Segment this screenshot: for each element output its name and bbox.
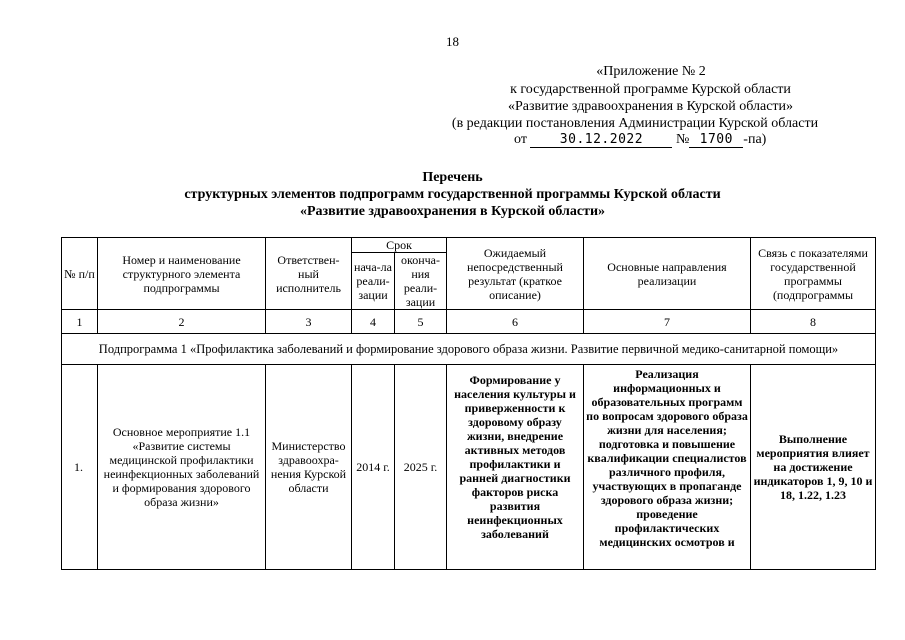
header-num: № п/п: [62, 238, 98, 310]
row-name: Основное мероприятие 1.1 «Развитие системы медицинской профилактики неинфекционных заболеваний и формирования здорового образа жизни»: [98, 365, 266, 570]
col-number: 1: [62, 310, 98, 334]
from-label: от: [514, 132, 527, 147]
col-number: 5: [395, 310, 447, 334]
appendix-line-2: к государственной программе Курской области: [510, 82, 791, 97]
header-executor: Ответствен-ный исполнитель: [266, 238, 352, 310]
col-number: 6: [447, 310, 584, 334]
row-num: 1.: [62, 365, 98, 570]
header-term: Срок: [352, 238, 447, 253]
col-number: 8: [751, 310, 876, 334]
header-result: Ожидаемый непосредственный результат (краткое описание): [447, 238, 584, 310]
row-executor: Министерство здравоохра-нения Курской области: [266, 365, 352, 570]
appendix-line-1: «Приложение № 2: [596, 64, 706, 79]
header-link: Связь с показателями государственной программы (подпрограммы: [751, 238, 876, 310]
subprogram-heading: Подпрограмма 1 «Профилактика заболеваний и формирование здорового образа жизни. Развитие первичной медико-санитарной помощи»: [62, 334, 876, 365]
number-label: №: [675, 132, 690, 147]
column-numbers-row: [62, 310, 876, 334]
document-number: 1700: [689, 132, 743, 148]
appendix-line-4: (в редакции постановления Администрации Курской области: [451, 116, 819, 131]
row-directions: Реализация информационных и образовательных программ по вопросам здорового образа жизни для населения; подготовка и повышение квалификации специалистов различного профиля, участвующих в пропаганде здорового образа жизни; проведение профилактических медицинских осмотров и: [584, 365, 751, 570]
title-line-1: Перечень: [422, 170, 483, 185]
page-number: 18: [446, 34, 459, 49]
row-start: 2014 г.: [352, 365, 395, 570]
col-number: 2: [98, 310, 266, 334]
row-link: Выполнение мероприятия влияет на достижение индикаторов 1, 9, 10 и 18, 1.22, 1.23: [751, 365, 876, 570]
header-start: нача-ла реали-зации: [352, 253, 395, 310]
title-line-3: «Развитие здравоохранения в Курской области»: [299, 204, 606, 219]
number-suffix: -па): [743, 132, 767, 147]
header-end: оконча-ния реали-зации: [395, 253, 447, 310]
structural-elements-table: [61, 237, 876, 570]
row-result: Формирование у населения культуры и приверженности к здоровому образу жизни, внедрение активных методов профилактики и ранней диагностики факторов риска развития неинфекционных заболеваний: [447, 365, 584, 570]
col-number: 3: [266, 310, 352, 334]
appendix-line-3: «Развитие здравоохранения в Курской области»: [507, 99, 794, 114]
row-end: 2025 г.: [395, 365, 447, 570]
col-number: 7: [584, 310, 751, 334]
title-line-2: структурных элементов подпрограмм государственной программы Курской области: [184, 187, 721, 202]
appendix-date-line: [514, 131, 814, 148]
header-name: Номер и наименование структурного элемента подпрограммы: [98, 238, 266, 310]
table-row: [62, 365, 876, 570]
header-directions: Основные направления реализации: [584, 238, 751, 310]
document-date: 30.12.2022: [530, 132, 672, 148]
col-number: 4: [352, 310, 395, 334]
